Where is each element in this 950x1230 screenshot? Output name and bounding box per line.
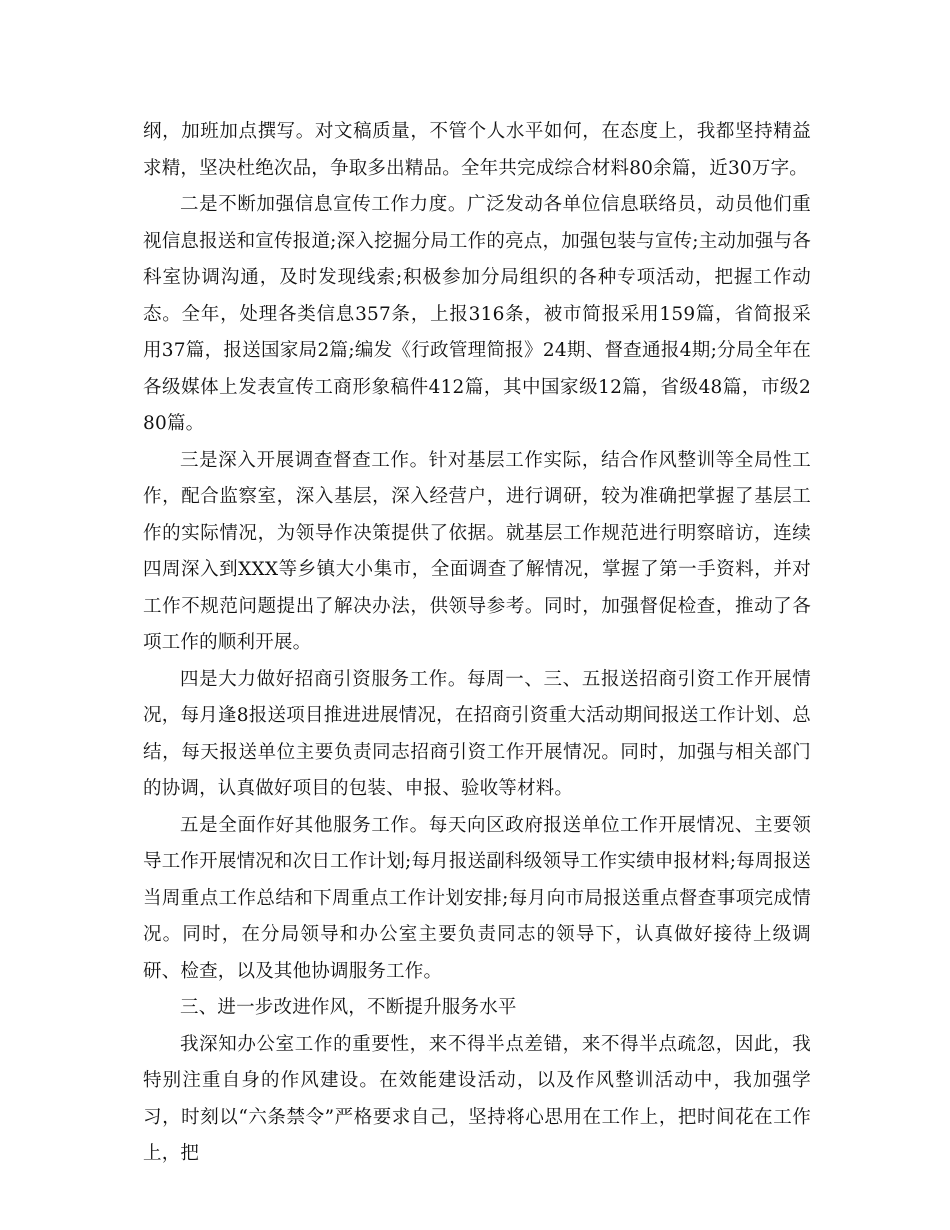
paragraph-information-publicity: 二是不断加强信息宣传工作力度。广泛发动各单位信息联络员，动员他们重视信息报送和宣传报道;深入挖掘分局工作的亮点，加强包装与宣传;主动加强与各科室协调沟通，及时发现线索;积极参加分局组织的各种专项活动，把握工作动态。全年，处理各类信息357条，上报316条，被市简报采用159篇，省简报采用37篇，报送国家局2篇;编发《行政管理简报》24期、督查通报4期;分局全年在各级媒体上发表宣传工商形象稿件412篇，其中国家级12篇，省级48篇，市级280篇。 xyxy=(143,194,811,434)
document-body xyxy=(143,114,811,1173)
paragraph-other-services: 五是全面作好其他服务工作。每天向区政府报送单位工作开展情况、主要领导工作开展情况和次日工作计划;每月报送副科级领导工作实绩申报材料;每周报送当周重点工作总结和下周重点工作计划安排;每月向市局报送重点督查事项完成情况。同时，在分局领导和办公室主要负责同志的领导下，认真做好接待上级调研、检查，以及其他协调服务工作。 xyxy=(143,814,811,982)
paragraph-investigation-supervision: 三是深入开展调查督查工作。针对基层工作实际，结合作风整训等全局性工作，配合监察室，深入基层，深入经营户，进行调研，较为准确把掌握了基层工作的实际情况，为领导作决策提供了依据。就基层工作规范进行明察暗访，连续四周深入到XXX等乡镇大小集市，全面调查了解情况，掌握了第一手资料，并对工作不规范问题提出了解决办法，供领导参考。同时，加强督促检查，推动了各项工作的顺利开展。 xyxy=(143,449,811,653)
paragraph-work-style: 我深知办公室工作的重要性，来不得半点差错，来不得半点疏忽，因此，我特别注重自身的作风建设。在效能建设活动，以及作风整训活动中，我加强学习，时刻以“六条禁令”严格要求自己，坚持将心思用在工作上，把时间花在工作上，把 xyxy=(143,1033,811,1164)
paragraph-investment-service: 四是大力做好招商引资服务工作。每周一、三、五报送招商引资工作开展情况，每月逢8报送项目推进进展情况，在招商引资重大活动期间报送工作计划、总结，每天报送单位主要负责同志招商引资工作开展情况。同时，加强与相关部门的协调，认真做好项目的包装、申报、验收等材料。 xyxy=(143,668,811,799)
paragraph-continuation: 纲，加班加点撰写。对文稿质量，不管个人水平如何，在态度上，我都坚持精益求精，坚决杜绝次品，争取多出精品。全年共完成综合材料80余篇，近30万字。 xyxy=(143,121,811,179)
section-heading-work-style: 三、进一步改进作风，不断提升服务水平 xyxy=(180,997,517,1018)
